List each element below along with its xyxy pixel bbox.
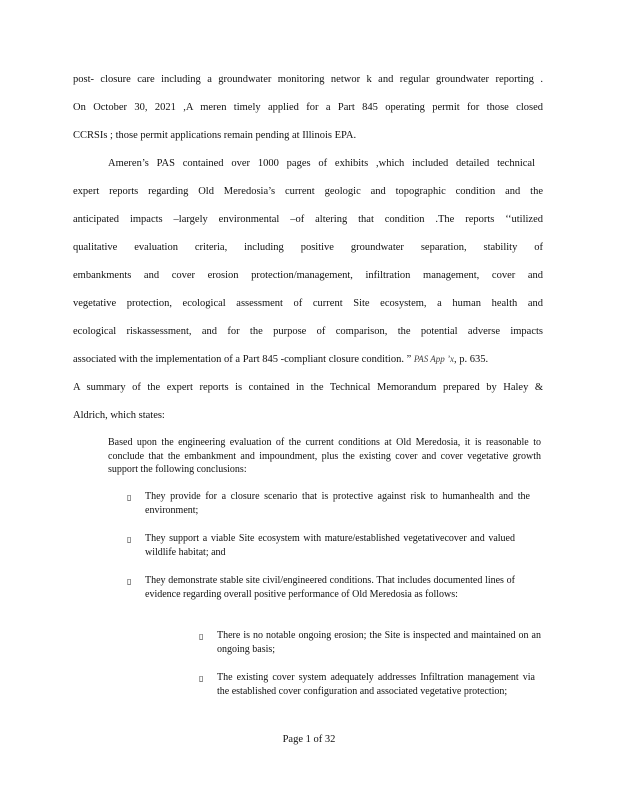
paragraph2-citation-line	[73, 353, 543, 366]
block-quote: Based upon the engineering evaluation of the current conditions at Old Meredosia, it is reasonable to conclude that the embankment and impoundment, plus the existing cover and cover vegetative growth support the following conclusions:	[108, 437, 541, 475]
bullet-item-1: They provide for a closure scenario that is protective against risk to humanhealth and the environment;	[145, 491, 530, 516]
paragraph1-line-2: On October 30, 2021 ,A meren timely applied for a Part 845 operating permit for those closed	[73, 102, 543, 113]
paragraph2-line-3: anticipated impacts –largely environmental –of altering that condition .The reports ‘‘utilized	[73, 214, 543, 225]
sub-bullet-item-1: There is no notable ongoing erosion; the Site is inspected and maintained on an ongoing basis;	[217, 630, 541, 655]
paragraph2-line-9: A summary of the expert reports is contained in the Technical Memorandum prepared by Haley &	[73, 382, 543, 393]
bullet-item-3: They demonstrate stable site civil/engineered conditions. That includes documented lines of evidence regarding overall positive performance of Old Meredosia as follows:	[145, 575, 515, 600]
bullet-marker-icon: ▯	[127, 535, 132, 544]
bullet-marker-icon: ▯	[127, 493, 132, 502]
paragraph2-line-4: qualitative evaluation criteria, including positive groundwater separation, stability of	[73, 242, 543, 253]
paragraph2-line-7: ecological riskassessment, and for the purpose of comparison, the potential adverse impacts	[73, 326, 543, 337]
citation-suffix: , p. 635.	[454, 354, 489, 365]
paragraph1-line-1: post- closure care including a groundwater monitoring networ k and regular groundwater reporting .	[73, 74, 543, 85]
bullet-marker-icon: ▯	[127, 577, 132, 586]
paragraph2-line-10: Aldrich, which states:	[73, 410, 165, 421]
citation-prefix: associated with the implementation of a Part 845 -compliant closure condition. ”	[73, 354, 412, 365]
citation-reference: PAS App ’x	[413, 354, 455, 364]
paragraph2-line-2: expert reports regarding Old Meredosia’s current geologic and topographic condition and the	[73, 186, 543, 197]
paragraph1-line-3: CCRSIs ; those permit applications remain pending at Illinois EPA.	[73, 130, 357, 141]
paragraph2-line-6: vegetative protection, ecological assessment of current Site ecosystem, a human health and	[73, 298, 543, 309]
paragraph2-line-1: Ameren’s PAS contained over 1000 pages of exhibits ,which included detailed technical	[108, 158, 535, 169]
bullet-item-2: They support a viable Site ecosystem with mature/established vegetativecover and valued wildlife habitat; and	[145, 533, 515, 558]
sub-bullet-item-2: The existing cover system adequately addresses Infiltration management via the established cover configuration and associated vegetative protection;	[217, 672, 535, 697]
paragraph2-line-5: embankments and cover erosion protection/management, infiltration management, cover and	[73, 270, 543, 281]
sub-bullet-marker-icon: ▯	[199, 632, 204, 641]
sub-bullet-marker-icon: ▯	[199, 674, 204, 683]
page-number: Page 1 of 32	[282, 734, 336, 745]
